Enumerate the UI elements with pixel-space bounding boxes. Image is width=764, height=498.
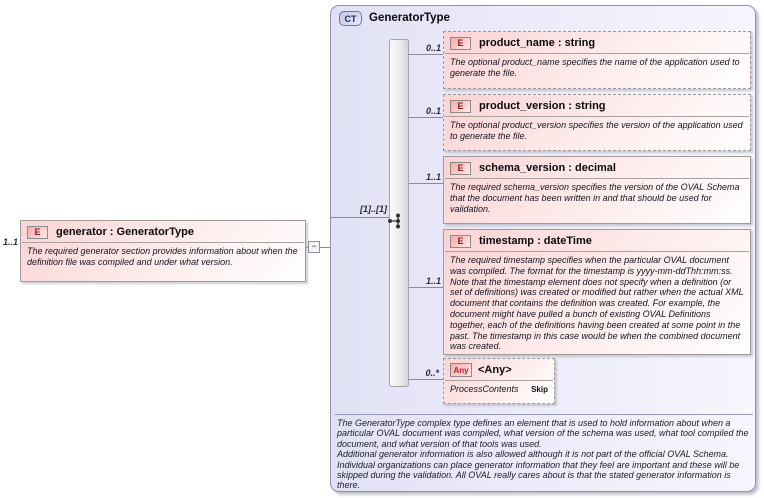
element-box-product-version[interactable] [443,94,751,151]
child-cardinality: 0..* [425,368,439,378]
element-box-timestamp[interactable] [443,229,751,355]
connector-line [409,379,443,380]
sequence-connector-line [331,217,389,218]
element-box-any[interactable] [443,358,555,404]
element-box-product-name[interactable] [443,31,751,89]
generator-element-box[interactable] [20,220,306,282]
element-badge-icon: E [27,226,48,239]
element-description: The optional product_version specifies the version of the application used to generate the file. [450,120,743,141]
any-label: <Any> [478,364,512,376]
annotation-paragraph: Additional generator information is also allowed although it is not part of the official OVAL Schema. Individual organizations can place generator information that they feel are important and these will be skipped during the validation. All OVAL really cares about is that the stated generator information is there. [337,449,740,491]
any-badge-icon: Any [450,363,472,377]
element-description: The optional product_name specifies the name of the application used to generate the file. [450,57,740,78]
process-contents-row [444,381,554,394]
generator-label: generator : GeneratorType [56,226,194,238]
process-contents-value: Skip [531,384,548,394]
element-label: timestamp : dateTime [479,235,592,247]
element-badge-icon: E [450,100,471,113]
element-label: product_name : string [479,37,596,49]
generator-cardinality: 1..1 [3,237,19,247]
sequence-icon [387,212,405,230]
child-cardinality: 1..1 [425,276,441,286]
element-description: The required schema_version specifies the version of the OVAL Schema that the document has been written in and that should be used for validation. [450,182,740,214]
process-contents-label: ProcessContents [450,384,519,394]
complex-type-annotation [337,418,751,491]
element-badge-icon: E [450,162,471,175]
connector-line [409,183,443,184]
child-cardinality: 0..1 [425,43,441,53]
complex-type-panel [330,5,756,492]
annotation-paragraph: The GeneratorType complex type defines an element that is used to hold information about when a particular OVAL document was compiled, what version of the schema was used, what tool compiled the document, and what version of that tools was used. [337,418,749,449]
element-badge-icon: E [450,37,471,50]
child-cardinality: 0..1 [425,106,441,116]
footer-divider [335,414,753,415]
connector-line [409,287,443,288]
sequence-cardinality: [1]..[1] [360,204,387,214]
element-badge-icon: E [450,235,471,248]
element-label: schema_version : decimal [479,162,616,174]
element-label: product_version : string [479,100,606,112]
generator-description: The required generator section provides information about when the definition file was compiled and under what version. [27,246,298,267]
element-box-schema-version[interactable] [443,156,751,224]
generator-title-row [21,221,305,242]
complex-type-badge-icon: CT [339,11,362,26]
complex-type-title: GeneratorType [369,12,450,24]
connector-line [409,117,443,118]
child-cardinality: 1..1 [425,172,441,182]
connector-line [409,54,443,55]
collapse-toggle-icon[interactable]: − [308,241,320,253]
element-description: The required timestamp specifies when the particular OVAL document was compiled. The format for the timestamp is yyyy-mm-ddThh:mm:ss. Note that the timestamp element does not specify when a definition (or set of definitions) was created or modified but rather when the actual XML document that contains the definition was created. For example, the document might have pulled a bunch of existing OVAL Definitions together, each of the definitions having been created at some point in the past. The timestamp in this case would be when the combined document was created. [450,255,744,352]
